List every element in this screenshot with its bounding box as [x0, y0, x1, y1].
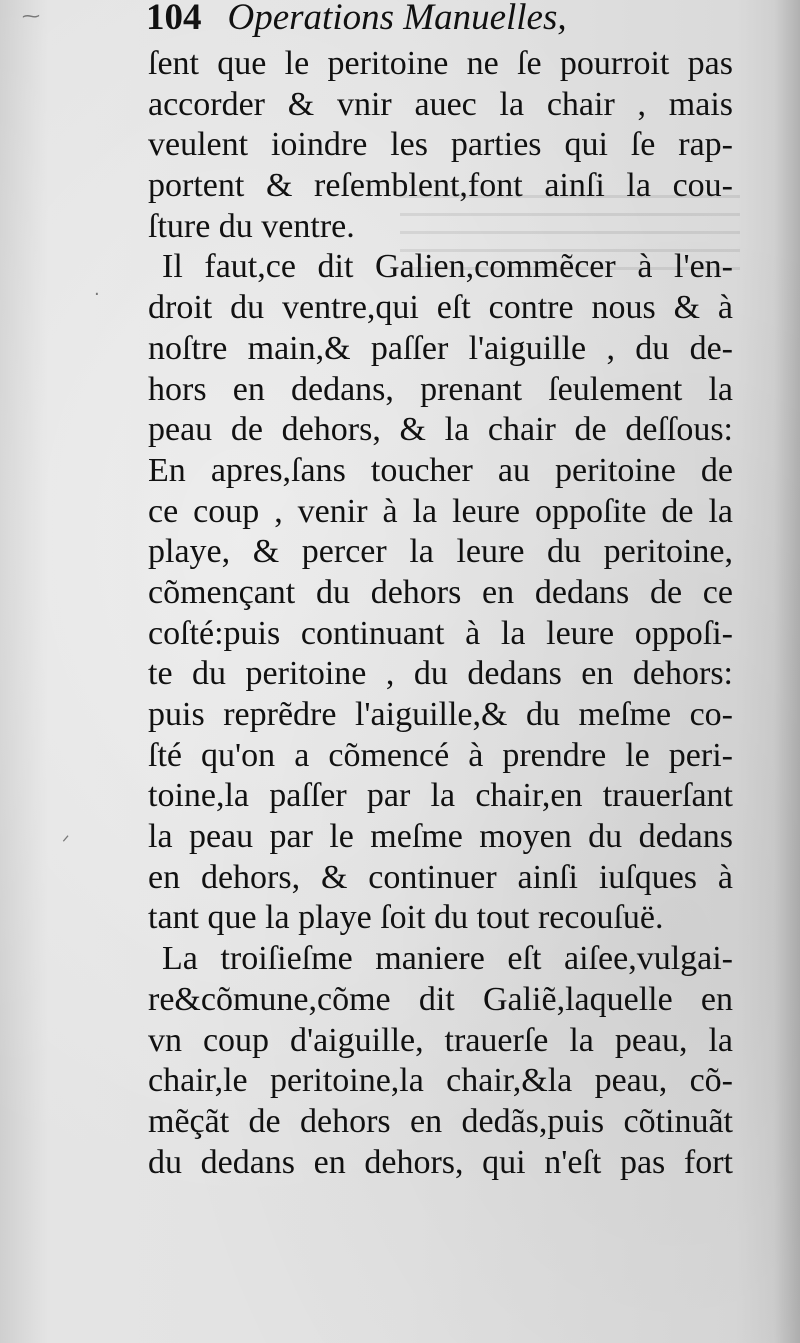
text-line: ce coup , venir à la leure oppoſite de la [148, 492, 733, 530]
text-line: du dedans en dehors, qui n'eſt pas fort [148, 1143, 733, 1181]
text-line: mẽçãt de dehors en dedãs,puis cõtinuãt [148, 1102, 733, 1140]
running-title: Operations Manuelles, [227, 0, 567, 38]
text-line: chair,le peritoine,la chair,&la peau, cõ- [148, 1062, 733, 1100]
text-line: veulent ioindre les parties qui ſe rap- [148, 126, 733, 164]
paragraph-start-line: Il faut,ce dit Galien,commẽcer à l'en- [162, 248, 733, 286]
text-line: portent & reſemblent,font ainſi la cou- [148, 167, 733, 205]
body-text [148, 44, 733, 1183]
paragraph-start-line: La troiſieſme maniere eſt aiſee,vulgai- [162, 940, 733, 978]
text-line: accorder & vnir auec la chair , mais [148, 85, 733, 123]
text-line: ſture du ventre. [148, 207, 355, 245]
text-line: En apres,ſans toucher au peritoine de [148, 451, 733, 489]
text-line: coſté:puis continuant à la leure oppoſi- [148, 614, 733, 652]
text-line: ſté qu'on a cõmencé à prendre le peri- [148, 736, 733, 774]
text-line: noſtre main,& paſſer l'aiguille , du de- [148, 329, 733, 367]
text-line: ſent que le peritoine ne ſe pourroit pas [148, 45, 733, 82]
text-line: toine,la paſſer par la chair,en trauerſant [148, 777, 733, 815]
text-line: la peau par le meſme moyen du dedans [148, 818, 733, 856]
page-header [146, 0, 567, 40]
text-line: puis reprẽdre l'aiguille,& du meſme co- [148, 696, 733, 733]
text-line: hors en dedans, prenant ſeulement la [148, 370, 733, 408]
text-line: re&cõmune,cõme dit Galiẽ,laquelle en [148, 980, 733, 1018]
text-line: cõmençant du dehors en dedans de ce [148, 573, 733, 611]
margin-stroke-mark: ᐟ [62, 832, 70, 853]
page-number: 104 [146, 0, 202, 38]
text-line: droit du ventre,qui eſt contre nous & à [148, 289, 733, 327]
text-line: te du peritoine , du dedans en dehors: [148, 655, 733, 693]
margin-dot-mark: · [94, 284, 100, 305]
page-edge-shadow [774, 0, 800, 1343]
text-line: tant que la playe ſoit du tout recouſuë. [148, 899, 664, 937]
text-line: vn coup d'aiguille, trauerſe la peau, la [148, 1021, 733, 1059]
text-line: peau de dehors, & la chair de deſſous: [148, 411, 733, 449]
margin-smudge-mark: ⁓ [22, 6, 40, 27]
text-line: playe, & percer la leure du peritoine, [148, 533, 733, 571]
text-line: en dehors, & continuer ainſi iuſques à [148, 858, 733, 896]
